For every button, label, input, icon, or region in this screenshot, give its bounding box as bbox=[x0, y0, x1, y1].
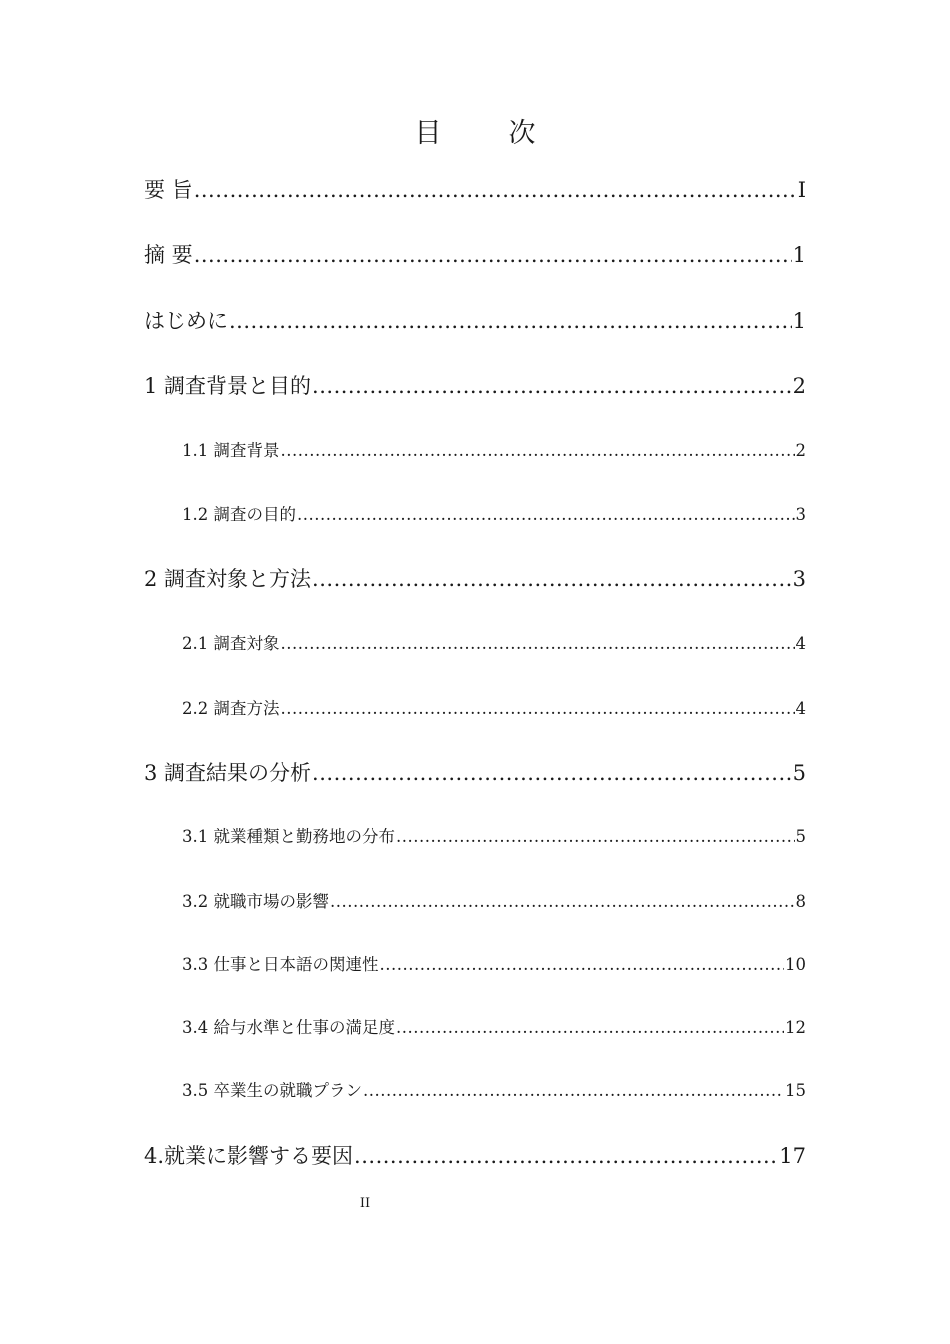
toc-entry-label: 1 調査背景と目的 bbox=[144, 374, 312, 398]
toc-dot-leader bbox=[363, 1078, 784, 1104]
toc-dot-leader bbox=[194, 174, 797, 206]
toc-entry-page: 3 bbox=[795, 505, 806, 524]
toc-dot-leader bbox=[396, 824, 795, 850]
toc-entry-page: 5 bbox=[792, 761, 806, 785]
toc-entry-section-3-1[interactable] bbox=[182, 824, 806, 850]
toc-entry-chapter-2[interactable] bbox=[144, 563, 806, 595]
toc-dot-leader bbox=[312, 370, 792, 402]
toc-entry-page: 2 bbox=[792, 374, 806, 398]
toc-dot-leader bbox=[194, 239, 792, 271]
toc-entry-label: 摘 要 bbox=[144, 243, 193, 267]
toc-dot-leader bbox=[380, 952, 785, 978]
toc-entry-introduction[interactable] bbox=[144, 305, 806, 337]
toc-entry-section-3-5[interactable] bbox=[182, 1078, 806, 1104]
toc-dot-leader bbox=[297, 502, 795, 528]
toc-dot-leader bbox=[229, 305, 792, 337]
toc-entry-page: 3 bbox=[792, 567, 806, 591]
toc-entry-page: 8 bbox=[795, 892, 806, 911]
toc-entry-page: 4 bbox=[795, 634, 806, 653]
toc-entry-label: 3.3 仕事と日本語の関連性 bbox=[182, 955, 379, 974]
toc-entry-page: 15 bbox=[785, 1081, 806, 1100]
toc-entry-page: I bbox=[797, 178, 806, 202]
toc-entry-page: 12 bbox=[785, 1018, 806, 1037]
toc-entry-page: 2 bbox=[795, 441, 806, 460]
toc-entry-label: 2.2 調査方法 bbox=[182, 699, 280, 718]
toc-entry-section-1-1[interactable] bbox=[182, 438, 806, 464]
toc-dot-leader bbox=[281, 696, 795, 722]
toc-entry-label: 4.就業に影響する要因 bbox=[144, 1144, 354, 1168]
toc-entry-section-3-2[interactable] bbox=[182, 889, 806, 915]
toc-dot-leader bbox=[312, 757, 792, 789]
toc-dot-leader bbox=[330, 889, 795, 915]
toc-entry-label: 3.2 就職市場の影響 bbox=[182, 892, 329, 911]
toc-entry-page: 10 bbox=[785, 955, 806, 974]
toc-entry-label: 2 調査対象と方法 bbox=[144, 567, 312, 591]
toc-entry-label: 要 旨 bbox=[144, 178, 193, 202]
toc-entry-label: はじめに bbox=[144, 309, 228, 333]
toc-entry-summary[interactable] bbox=[144, 174, 806, 206]
toc-entry-chapter-1[interactable] bbox=[144, 370, 806, 402]
toc-entry-page: 1 bbox=[792, 309, 806, 333]
toc-entry-label: 2.1 調査対象 bbox=[182, 634, 280, 653]
toc-dot-leader bbox=[281, 631, 795, 657]
toc-entry-label: 3 調査結果の分析 bbox=[144, 761, 312, 785]
toc-entry-section-2-2[interactable] bbox=[182, 696, 806, 722]
toc-entry-label: 3.4 給与水準と仕事の満足度 bbox=[182, 1018, 395, 1037]
toc-entry-section-2-1[interactable] bbox=[182, 631, 806, 657]
toc-dot-leader bbox=[281, 438, 795, 464]
toc-dot-leader bbox=[312, 563, 792, 595]
toc-entry-section-1-2[interactable] bbox=[182, 502, 806, 528]
toc-entry-page: 5 bbox=[795, 827, 806, 846]
toc-entry-section-3-4[interactable] bbox=[182, 1015, 806, 1041]
toc-entry-page: 1 bbox=[792, 243, 806, 267]
toc-dot-leader bbox=[396, 1015, 784, 1041]
toc-entry-section-3-3[interactable] bbox=[182, 952, 806, 978]
toc-entry-label: 1.2 調査の目的 bbox=[182, 505, 296, 524]
toc-entry-chapter-3[interactable] bbox=[144, 757, 806, 789]
toc-entry-page: 4 bbox=[795, 699, 806, 718]
toc-entry-abstract[interactable] bbox=[144, 239, 806, 271]
page-title: 目 次 bbox=[414, 118, 556, 149]
page-number: II bbox=[359, 1196, 371, 1211]
toc-entry-label: 1.1 調査背景 bbox=[182, 441, 280, 460]
toc-entry-page: 17 bbox=[779, 1144, 806, 1168]
toc-entry-label: 3.5 卒業生の就職プラン bbox=[182, 1081, 362, 1100]
toc-entry-chapter-4[interactable] bbox=[144, 1140, 806, 1172]
toc-dot-leader bbox=[354, 1140, 778, 1172]
toc-entry-label: 3.1 就業種類と勤務地の分布 bbox=[182, 827, 395, 846]
